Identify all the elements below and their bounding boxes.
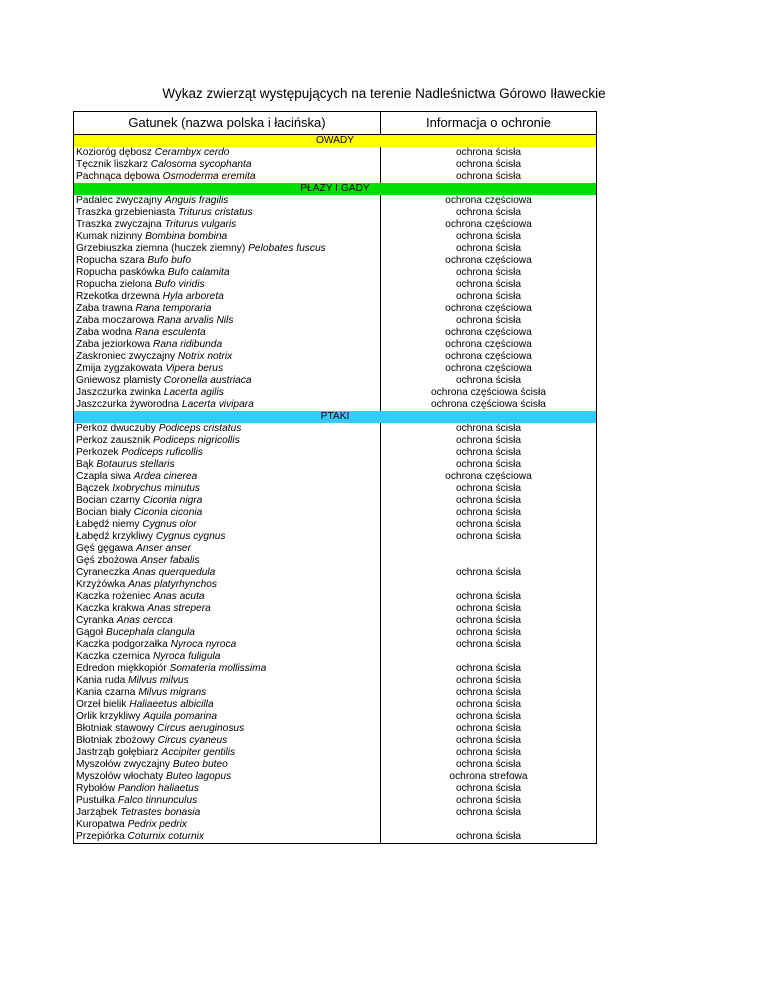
polish-name: Gągoł	[76, 627, 104, 638]
table-row	[74, 315, 597, 327]
header-species: Gatunek (nazwa polska i łacińska)	[74, 112, 381, 135]
species-cell	[74, 171, 381, 183]
species-cell	[74, 243, 381, 255]
species-cell	[74, 819, 381, 831]
table-row	[74, 339, 597, 351]
latin-name: Ixobrychus minutus	[112, 483, 201, 494]
polish-name: Cyranka	[76, 615, 114, 626]
latin-name: Circus aeruginosus	[156, 723, 245, 734]
table-row	[74, 255, 597, 267]
table-row	[74, 699, 597, 711]
protection-cell: ochrona częściowa	[381, 351, 597, 363]
species-table	[73, 111, 596, 844]
polish-name: Kuropatwa	[76, 819, 125, 830]
protection-cell: ochrona ścisła	[381, 279, 597, 291]
table-row	[74, 627, 597, 639]
polish-name: Traszka zwyczajna	[76, 219, 162, 230]
protection-cell: ochrona ścisła	[381, 591, 597, 603]
polish-name: Perkoz zausznik	[76, 435, 151, 446]
protection-cell: ochrona ścisła	[381, 483, 597, 495]
protection-cell: ochrona ścisła	[381, 423, 597, 435]
header-protection: Informacja o ochronie	[381, 112, 597, 135]
latin-name: Nyroca fuligula	[153, 651, 221, 662]
latin-name: Rana arvalis Nils	[156, 315, 234, 326]
polish-name: Kaczka rożeniec	[76, 591, 151, 602]
polish-name: Myszołów włochaty	[76, 771, 164, 782]
document-title: Wykaz zwierząt występujących na terenie Nadleśnictwa Górowo Iławeckie	[162, 86, 606, 101]
latin-name: Anas strepera	[147, 603, 211, 614]
species-cell	[74, 747, 381, 759]
species-cell	[74, 255, 381, 267]
latin-name: Anas querquedula	[132, 567, 216, 578]
protection-cell: ochrona ścisła	[381, 759, 597, 771]
latin-name: Buteo lagopus	[166, 771, 232, 782]
latin-name: Somateria mollissima	[169, 663, 267, 674]
latin-name: Aquila pomarina	[143, 711, 217, 722]
protection-cell: ochrona ścisła	[381, 531, 597, 543]
latin-name: Accipiter gentilis	[161, 747, 236, 758]
species-cell	[74, 351, 381, 363]
protection-cell: ochrona częściowa	[381, 339, 597, 351]
species-cell	[74, 723, 381, 735]
protection-cell: ochrona ścisła	[381, 291, 597, 303]
latin-name: Triturus cristatus	[178, 207, 253, 218]
species-cell	[74, 627, 381, 639]
polish-name: Perkozek	[76, 447, 119, 458]
latin-name: Bucephala clangula	[106, 627, 195, 638]
table-row	[74, 507, 597, 519]
latin-name: Rana temporaria	[135, 303, 212, 314]
species-cell	[74, 399, 381, 411]
species-cell	[74, 759, 381, 771]
protection-cell: ochrona częściowa	[381, 255, 597, 267]
species-cell	[74, 207, 381, 219]
table-row	[74, 795, 597, 807]
polish-name: Cyraneczka	[76, 567, 130, 578]
polish-name: Rzekotka drzewna	[76, 291, 160, 302]
protection-cell: ochrona ścisła	[381, 603, 597, 615]
latin-name: Vipera berus	[165, 363, 224, 374]
protection-cell: ochrona ścisła	[381, 663, 597, 675]
latin-name: Calosoma sycophanta	[150, 159, 252, 170]
table-row	[74, 675, 597, 687]
species-cell	[74, 375, 381, 387]
table-row	[74, 591, 597, 603]
table-row	[74, 579, 597, 591]
latin-name: Nyroca nyroca	[170, 639, 237, 650]
species-cell	[74, 639, 381, 651]
latin-name: Buteo buteo	[172, 759, 228, 770]
polish-name: Żaba trawna	[76, 303, 133, 314]
latin-name: Triturus vulgaris	[164, 219, 237, 230]
species-cell	[74, 567, 381, 579]
protection-cell: ochrona częściowa ścisła	[381, 387, 597, 399]
polish-name: Żaba moczarowa	[76, 315, 155, 326]
table-row	[74, 663, 597, 675]
latin-name: Haliaeetus albicilla	[129, 699, 214, 710]
latin-name: Podiceps nigricollis	[153, 435, 240, 446]
latin-name: Notrix notrix	[177, 351, 233, 362]
latin-name: Rana esculenta	[134, 327, 206, 338]
latin-name: Lacerta agilis	[163, 387, 224, 398]
table-row	[74, 471, 597, 483]
polish-name: Czapla siwa	[76, 471, 131, 482]
table-row	[74, 195, 597, 207]
species-cell	[74, 675, 381, 687]
protection-cell: ochrona ścisła	[381, 171, 597, 183]
latin-name: Ciconia ciconia	[133, 507, 203, 518]
latin-name: Coronella austriaca	[163, 375, 252, 386]
table-row	[74, 519, 597, 531]
species-cell	[74, 195, 381, 207]
protection-cell: ochrona ścisła	[381, 783, 597, 795]
polish-name: Jastrząb gołębiarz	[76, 747, 159, 758]
table-row	[74, 615, 597, 627]
table-row	[74, 495, 597, 507]
latin-name: Anas acuta	[153, 591, 205, 602]
latin-name: Ciconia nigra	[142, 495, 203, 506]
polish-name: Bączek	[76, 483, 110, 494]
polish-name: Kania ruda	[76, 675, 126, 686]
latin-name: Bufo viridis	[154, 279, 205, 290]
polish-name: Zaskroniec zwyczajny	[76, 351, 176, 362]
protection-cell: ochrona częściowa	[381, 195, 597, 207]
species-cell	[74, 651, 381, 663]
table-row	[74, 423, 597, 435]
section-title: PŁAZY I GADY	[74, 183, 597, 195]
polish-name: Przepiórka	[76, 831, 125, 842]
latin-name: Pedrix pedrix	[127, 819, 188, 830]
latin-name: Bombina bombina	[145, 231, 228, 242]
species-cell	[74, 159, 381, 171]
species-cell	[74, 231, 381, 243]
table-row	[74, 807, 597, 819]
polish-name: Kaczka podgorzałka	[76, 639, 168, 650]
protection-cell: ochrona ścisła	[381, 315, 597, 327]
table-row	[74, 351, 597, 363]
protection-cell: ochrona ścisła	[381, 831, 597, 844]
latin-name: Circus cyaneus	[157, 735, 228, 746]
species-cell	[74, 507, 381, 519]
table-row	[74, 759, 597, 771]
table-row	[74, 555, 597, 567]
section-title: OWADY	[74, 135, 597, 148]
latin-name: Botaurus stellaris	[96, 459, 175, 470]
species-cell	[74, 267, 381, 279]
latin-name: Milvus migrans	[138, 687, 207, 698]
table-row	[74, 267, 597, 279]
protection-cell: ochrona częściowa	[381, 363, 597, 375]
table-row	[74, 231, 597, 243]
latin-name: Anser anser	[136, 543, 191, 554]
species-cell	[74, 831, 381, 844]
protection-cell: ochrona ścisła	[381, 687, 597, 699]
species-cell	[74, 423, 381, 435]
protection-cell: ochrona ścisła	[381, 735, 597, 747]
table-row	[74, 819, 597, 831]
protection-cell: ochrona ścisła	[381, 375, 597, 387]
latin-name: Cygnus olor	[142, 519, 197, 530]
polish-name: Pustułka	[76, 795, 116, 806]
latin-name: Coturnix coturnix	[127, 831, 204, 842]
protection-cell	[381, 579, 597, 591]
table-row	[74, 771, 597, 783]
latin-name: Cerambyx cerdo	[154, 147, 230, 158]
polish-name: Jaszczurka zwinka	[76, 387, 161, 398]
table-row	[74, 219, 597, 231]
polish-name: Żaba wodna	[76, 327, 133, 338]
species-cell	[74, 459, 381, 471]
protection-cell: ochrona ścisła	[381, 639, 597, 651]
table-row	[74, 567, 597, 579]
polish-name: Łabędź krzykliwy	[76, 531, 153, 542]
species-cell	[74, 591, 381, 603]
polish-name: Orzeł bielik	[76, 699, 127, 710]
protection-cell: ochrona ścisła	[381, 723, 597, 735]
table-row	[74, 747, 597, 759]
polish-name: Żmija zygzakowata	[76, 363, 163, 374]
species-cell	[74, 387, 381, 399]
species-cell	[74, 555, 381, 567]
species-cell	[74, 315, 381, 327]
polish-name: Myszołów zwyczajny	[76, 759, 170, 770]
table-row	[74, 435, 597, 447]
latin-name: Ardea cinerea	[133, 471, 198, 482]
protection-cell	[381, 651, 597, 663]
latin-name: Bufo bufo	[147, 255, 191, 266]
species-cell	[74, 663, 381, 675]
latin-name: Anser fabalis	[140, 555, 200, 566]
protection-cell: ochrona ścisła	[381, 627, 597, 639]
latin-name: Podiceps ruficollis	[121, 447, 203, 458]
species-cell	[74, 291, 381, 303]
protection-cell: ochrona strefowa	[381, 771, 597, 783]
polish-name: Bocian czarny	[76, 495, 140, 506]
protection-cell: ochrona ścisła	[381, 447, 597, 459]
table-row	[74, 639, 597, 651]
polish-name: Gniewosz plamisty	[76, 375, 161, 386]
protection-cell	[381, 819, 597, 831]
species-cell	[74, 711, 381, 723]
polish-name: Kania czarna	[76, 687, 136, 698]
table-row	[74, 159, 597, 171]
protection-cell: ochrona ścisła	[381, 147, 597, 159]
table-row	[74, 447, 597, 459]
table-row	[74, 147, 597, 159]
species-cell	[74, 447, 381, 459]
protection-cell	[381, 543, 597, 555]
table-row	[74, 171, 597, 183]
protection-cell: ochrona ścisła	[381, 495, 597, 507]
latin-name: Anas platyrhynchos	[128, 579, 218, 590]
protection-cell: ochrona ścisła	[381, 507, 597, 519]
species-cell	[74, 363, 381, 375]
species-cell	[74, 687, 381, 699]
polish-name: Krzyżówka	[76, 579, 126, 590]
protection-cell: ochrona ścisła	[381, 699, 597, 711]
polish-name: Gęś gęgawa	[76, 543, 134, 554]
latin-name: Rana ridibunda	[153, 339, 223, 350]
table-row	[74, 327, 597, 339]
protection-cell: ochrona ścisła	[381, 519, 597, 531]
table-row	[74, 207, 597, 219]
protection-cell: ochrona ścisła	[381, 567, 597, 579]
latin-name: Bufo calamita	[167, 267, 230, 278]
species-cell	[74, 327, 381, 339]
polish-name: Żaba jeziorkowa	[76, 339, 151, 350]
protection-cell: ochrona ścisła	[381, 795, 597, 807]
species-cell	[74, 435, 381, 447]
polish-name: Bąk	[76, 459, 94, 470]
protection-cell: ochrona częściowa ścisła	[381, 399, 597, 411]
polish-name: Bocian biały	[76, 507, 131, 518]
table-row	[74, 783, 597, 795]
polish-name: Pachnąca dębowa	[76, 171, 160, 182]
table-row	[74, 279, 597, 291]
section-header	[74, 135, 597, 148]
polish-name: Perkoz dwuczuby	[76, 423, 156, 434]
protection-cell: ochrona ścisła	[381, 615, 597, 627]
species-cell	[74, 339, 381, 351]
latin-name: Pelobates fuscus	[248, 243, 326, 254]
latin-name: Anas cercca	[116, 615, 173, 626]
protection-cell: ochrona ścisła	[381, 459, 597, 471]
species-cell	[74, 147, 381, 159]
table-row	[74, 303, 597, 315]
polish-name: Ropucha szara	[76, 255, 145, 266]
latin-name: Milvus milvus	[128, 675, 189, 686]
polish-name: Jaszczurka żyworodna	[76, 399, 180, 410]
species-cell	[74, 543, 381, 555]
protection-cell	[381, 555, 597, 567]
polish-name: Gęś zbożowa	[76, 555, 138, 566]
protection-cell: ochrona częściowa	[381, 327, 597, 339]
polish-name: Rybołów	[76, 783, 116, 794]
table-row	[74, 483, 597, 495]
latin-name: Cygnus cygnus	[155, 531, 226, 542]
table-row	[74, 243, 597, 255]
species-cell	[74, 483, 381, 495]
latin-name: Anguis fragilis	[164, 195, 229, 206]
protection-cell: ochrona ścisła	[381, 675, 597, 687]
species-cell	[74, 471, 381, 483]
polish-name: Kumak nizinny	[76, 231, 143, 242]
species-cell	[74, 603, 381, 615]
section-title: PTAKI	[74, 411, 597, 423]
table-row	[74, 363, 597, 375]
table-row	[74, 711, 597, 723]
species-cell	[74, 807, 381, 819]
latin-name: Osmoderma eremita	[162, 171, 256, 182]
species-cell	[74, 735, 381, 747]
latin-name: Pandion haliaetus	[117, 783, 199, 794]
latin-name: Hyla arboreta	[162, 291, 224, 302]
protection-cell: ochrona ścisła	[381, 747, 597, 759]
species-cell	[74, 699, 381, 711]
protection-cell: ochrona ścisła	[381, 231, 597, 243]
table-row	[74, 723, 597, 735]
section-header	[74, 411, 597, 423]
species-cell	[74, 519, 381, 531]
polish-name: Błotniak stawowy	[76, 723, 155, 734]
section-header	[74, 183, 597, 195]
protection-cell: ochrona ścisła	[381, 435, 597, 447]
protection-cell: ochrona ścisła	[381, 159, 597, 171]
polish-name: Kozioróg dębosz	[76, 147, 152, 158]
species-cell	[74, 615, 381, 627]
species-cell	[74, 279, 381, 291]
protection-cell: ochrona ścisła	[381, 711, 597, 723]
table-row	[74, 687, 597, 699]
species-cell	[74, 579, 381, 591]
polish-name: Orlik krzykliwy	[76, 711, 141, 722]
protection-cell: ochrona częściowa	[381, 219, 597, 231]
table-row	[74, 603, 597, 615]
latin-name: Podiceps cristatus	[158, 423, 242, 434]
protection-cell: ochrona częściowa	[381, 303, 597, 315]
latin-name: Tetrastes bonasia	[120, 807, 201, 818]
species-cell	[74, 303, 381, 315]
table-row	[74, 399, 597, 411]
species-cell	[74, 219, 381, 231]
protection-cell: ochrona częściowa	[381, 471, 597, 483]
species-cell	[74, 783, 381, 795]
polish-name: Jarząbek	[76, 807, 118, 818]
polish-name: Kaczka czernica	[76, 651, 151, 662]
polish-name: Ropucha paskówka	[76, 267, 165, 278]
table-row	[74, 735, 597, 747]
polish-name: Edredon miękkopiór	[76, 663, 167, 674]
species-cell	[74, 795, 381, 807]
polish-name: Traszka grzebieniasta	[76, 207, 176, 218]
table-row	[74, 459, 597, 471]
table-row	[74, 291, 597, 303]
polish-name: Grzebiuszka ziemna (huczek ziemny)	[76, 243, 246, 254]
latin-name: Lacerta vivipara	[181, 399, 254, 410]
table-header	[74, 112, 597, 135]
table-row	[74, 387, 597, 399]
table-row	[74, 375, 597, 387]
polish-name: Błotniak zbożowy	[76, 735, 155, 746]
protection-cell: ochrona ścisła	[381, 807, 597, 819]
polish-name: Ropucha zielona	[76, 279, 152, 290]
species-cell	[74, 771, 381, 783]
latin-name: Falco tinnunculus	[117, 795, 198, 806]
table-row	[74, 543, 597, 555]
protection-cell: ochrona ścisła	[381, 267, 597, 279]
species-cell	[74, 495, 381, 507]
polish-name: Łabędź niemy	[76, 519, 140, 530]
polish-name: Padalec zwyczajny	[76, 195, 163, 206]
protection-cell: ochrona ścisła	[381, 207, 597, 219]
table-row	[74, 531, 597, 543]
table-row	[74, 831, 597, 844]
table-row	[74, 651, 597, 663]
species-cell	[74, 531, 381, 543]
polish-name: Tęcznik liszkarz	[76, 159, 148, 170]
protection-cell: ochrona ścisła	[381, 243, 597, 255]
polish-name: Kaczka krakwa	[76, 603, 145, 614]
